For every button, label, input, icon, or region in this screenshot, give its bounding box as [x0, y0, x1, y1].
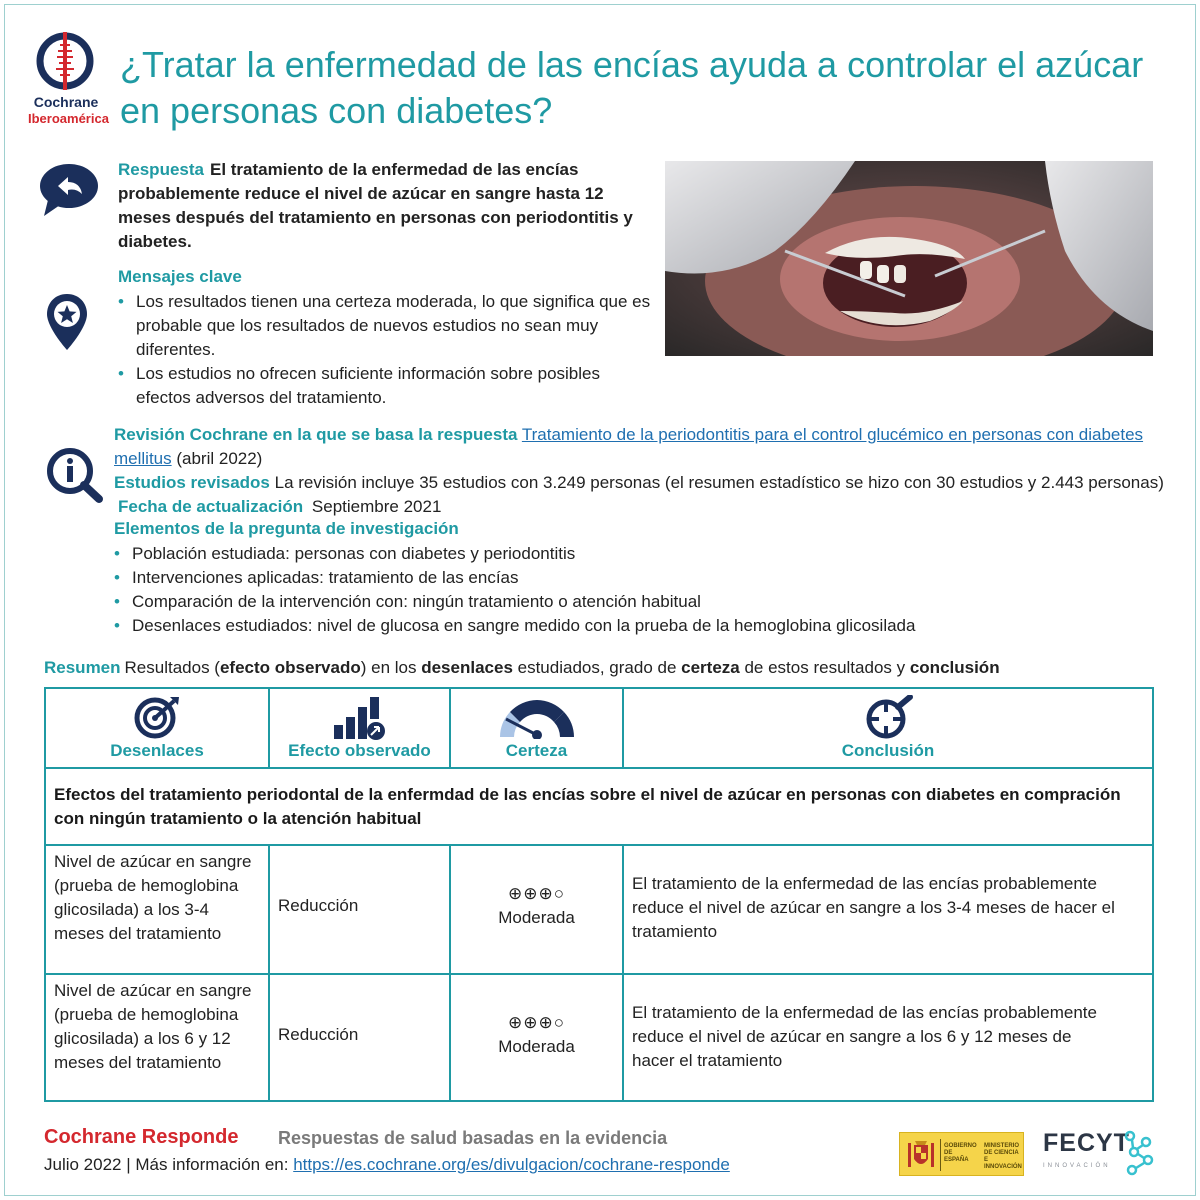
dental-exam-photo [665, 161, 1153, 356]
list-item: • Comparación de la intervención con: ningún tratamiento o atención habitual [114, 590, 1114, 614]
bar-chart-icon [332, 695, 388, 741]
answer-text: El tratamiento de la enfermedad de las encías probablemente reduce el nivel de azúcar en sangre hasta 12 meses después del tratamiento en personas con periodontitis y diabetes. [118, 160, 633, 251]
review-block [114, 423, 1164, 519]
footer-more-info: Más información en: [135, 1155, 289, 1174]
answer-block [118, 158, 648, 254]
row-outcome: Nivel de azúcar en sangre (prueba de hemoglobina glicosilada) a los 6 y 12 meses del tratamiento [54, 981, 252, 1072]
list-item: • Intervenciones aplicadas: tratamiento de las encías [114, 566, 1114, 590]
row-conclusion: El tratamiento de la enfermedad de las encías probablemente reduce el nivel de azúcar en sangre a los 6 y 12 meses de hacer el tratamiento [632, 1003, 1097, 1070]
info-magnifier-icon [44, 445, 104, 503]
footer-separator: | [121, 1155, 136, 1174]
footer-brand: Cochrane Responde [44, 1126, 239, 1148]
logo-divider [940, 1139, 941, 1171]
summary-text: de estos resultados y [739, 658, 910, 677]
row-outcome: Nivel de azúcar en sangre (prueba de hemoglobina glicosilada) a los 3-4 meses del tratamiento [54, 852, 252, 943]
table-row [46, 846, 270, 975]
list-item: • Los estudios no ofrecen suficiente información sobre posibles efectos adversos del tratamiento. [118, 362, 658, 410]
summary-bold: conclusión [909, 658, 1000, 677]
table-row [46, 975, 270, 1100]
reply-speech-bubble-icon [38, 162, 100, 218]
row-effect: Reducción [278, 896, 359, 915]
summary-bold: efecto observado [219, 658, 361, 677]
studies-text: La revisión incluye 35 estudios con 3.249 personas (el resumen estadístico se hizo con 30 estudios y 2.443 personas) [274, 473, 1164, 492]
certainty-label: Moderada [498, 1037, 575, 1056]
header-outcomes-label: Desenlaces [110, 741, 204, 760]
footer-tagline: Respuestas de salud basadas en la evidencia [278, 1128, 668, 1148]
certainty-symbols: ⊕⊕⊕○ [507, 1013, 565, 1032]
table-row-certainty [451, 846, 624, 975]
header-effect-label: Efecto observado [288, 741, 431, 760]
footer-url-link[interactable]: https://es.cochrane.org/es/divulgacion/cochrane-responde [293, 1155, 730, 1174]
table-row-conclusion [624, 975, 1152, 1100]
summary-text: Resultados ( [124, 658, 220, 677]
logo-text-iberoamerica: Iberoamérica [28, 111, 109, 126]
answer-label: Respuesta [118, 160, 204, 179]
table-row-effect [270, 846, 451, 975]
summary-label: Resumen [44, 658, 121, 677]
table-row-certainty [451, 975, 624, 1100]
key-messages-title: Mensajes clave [118, 267, 242, 286]
table-row-conclusion [624, 846, 1152, 975]
certainty-label: Moderada [498, 908, 575, 927]
summary-bold: desenlaces [421, 658, 513, 677]
fecyt-molecule-icon [1120, 1130, 1156, 1176]
header-effect [270, 689, 451, 769]
cochrane-logo-icon [34, 30, 96, 92]
footer-date: Julio 2022 [44, 1155, 122, 1174]
header-outcomes [46, 689, 270, 769]
gauge-icon [496, 695, 578, 739]
footer-info [44, 1155, 730, 1175]
certainty-symbols: ⊕⊕⊕○ [507, 884, 565, 903]
header-conclusion [624, 689, 1152, 769]
studies-label: Estudios revisados [114, 473, 270, 492]
results-table [44, 687, 1154, 1102]
update-value: Septiembre 2021 [311, 497, 442, 516]
review-date: (abril 2022) [176, 449, 263, 468]
crosshair-magnifier-icon [862, 695, 914, 741]
research-elements-title: Elementos de la pregunta de investigación [114, 519, 459, 538]
header-certainty-label: Certeza [505, 741, 568, 760]
summary-line [44, 656, 1164, 680]
summary-text: estudiados, grado de [512, 658, 682, 677]
fecyt-logo-text: FECYT [1043, 1129, 1130, 1157]
row-conclusion: El tratamiento de la enfermedad de las encías probablemente reduce el nivel de azúcar en sangre a los 3-4 meses de hacer el tratamiento [632, 874, 1115, 941]
dental-photo-illustration [665, 161, 1153, 356]
table-subheading: Efectos del tratamiento periodontal de la enfermdad de las encías sobre el nivel de azúcar en personas con diabetes en compración con ningún tratamiento o la atención habitual [46, 769, 1152, 846]
coat-of-arms-icon [906, 1139, 936, 1171]
star-location-pin-icon [44, 292, 90, 352]
gov-text: GOBIERNO DE ESPAÑA [944, 1143, 977, 1163]
list-item: • Desenlaces estudiados: nivel de glucosa en sangre medido con la prueba de la hemoglobina glicosilada [114, 614, 1114, 638]
list-item: • Los resultados tienen una certeza moderada, lo que significa que es probable que los resultados de nuevos estudios no sean muy diferentes. [118, 290, 658, 362]
row-effect: Reducción [278, 1025, 359, 1044]
key-messages-list [118, 290, 658, 410]
header-certainty [451, 689, 624, 769]
summary-bold: certeza [681, 658, 740, 677]
research-elements-list [114, 542, 1114, 638]
table-row-effect [270, 975, 451, 1100]
header-conclusion-label: Conclusión [841, 741, 935, 760]
ministry-text: MINISTERIO DE CIENCIA E INNOVACIÓN [984, 1143, 1022, 1170]
update-label: Fecha de actualización [118, 497, 304, 516]
logo-text-cochrane: Cochrane [33, 94, 99, 110]
list-item: • Población estudiada: personas con diabetes y periodontitis [114, 542, 1114, 566]
fecyt-logo-subtext: INNOVACIÓN [1043, 1163, 1111, 1169]
page-title: ¿Tratar la enfermedad de las encías ayuda a controlar el azúcar en personas con diabetes? [120, 44, 1144, 131]
review-link[interactable]: Tratamiento de la periodontitis para el control glucémico en personas con diabetes mellitus [114, 425, 1144, 468]
target-icon [132, 695, 182, 739]
summary-text: ) en los [360, 658, 422, 677]
review-label: Revisión Cochrane en la que se basa la respuesta [114, 425, 518, 444]
government-logo [899, 1132, 1024, 1176]
